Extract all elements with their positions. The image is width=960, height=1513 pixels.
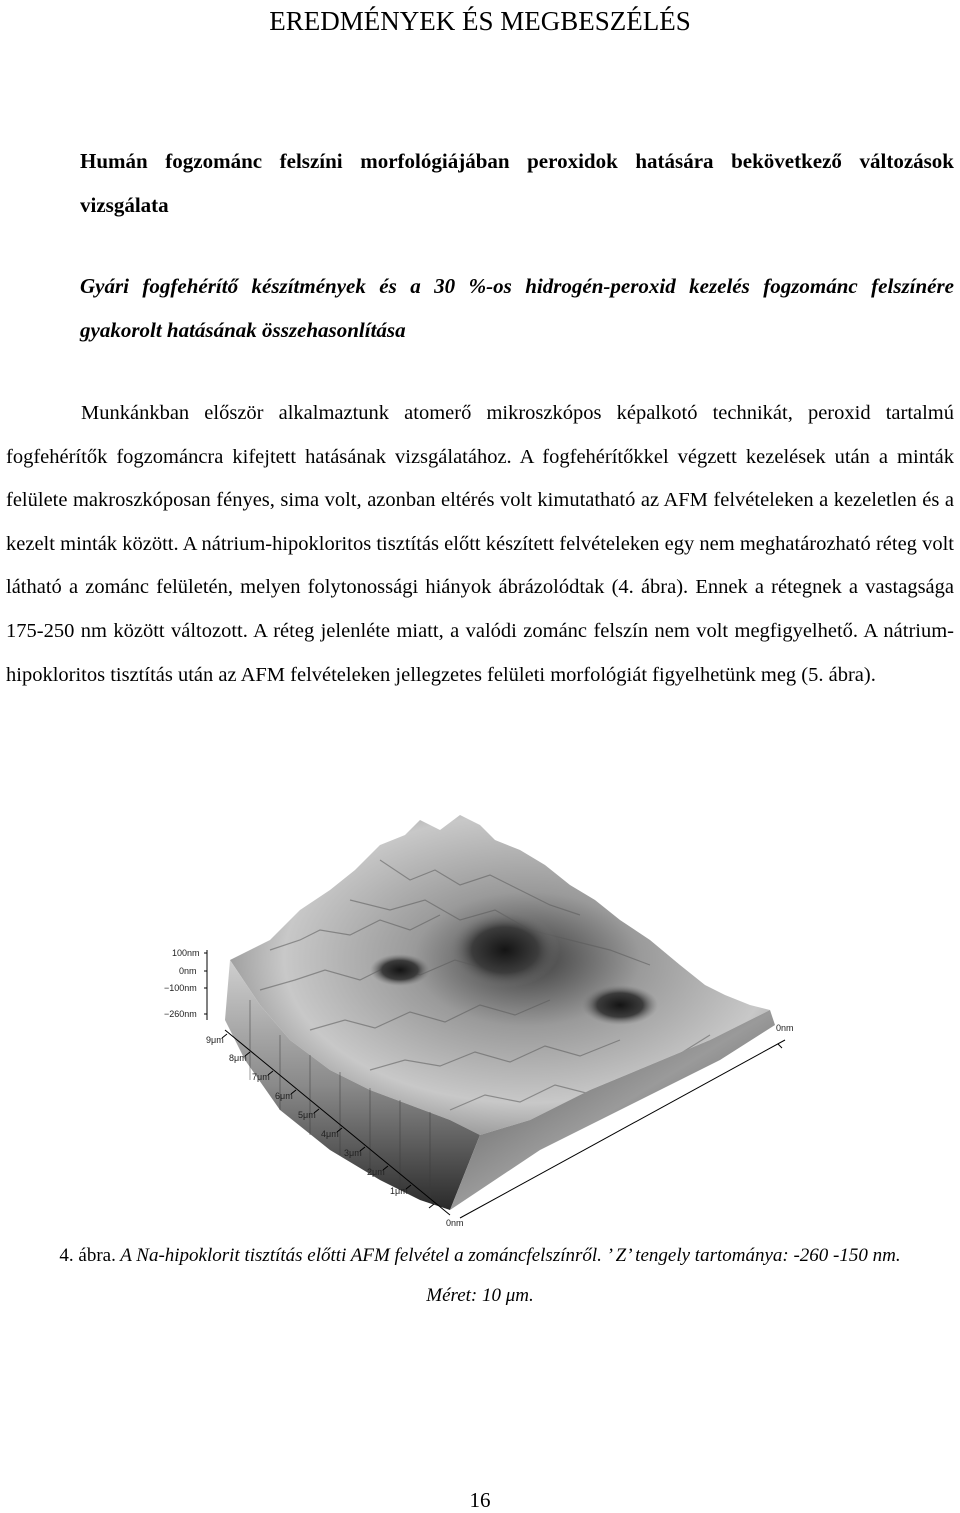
left-axis-label: 6μm bbox=[275, 1091, 293, 1101]
right-axis-label: 0nm bbox=[776, 1023, 794, 1033]
body-paragraph: Munkánkban először alkalmaztunk atomerő mikroszkópos képalkotó technikát, peroxid tartalmú fogfehérítők fogzománcra kifejtett hatásának vizsgálatához. A fogfehérítőkkel végzett kezelések után a minták felülete makroszkóposan fényes, sima volt, azonban eltérés volt kimutatható az AFM felvételeken a kezeletlen és a kezelt minták között. A nátrium-hipokloritos tisztítás előtt készített felvételeken egy nem meghatározható réteg volt látható a zománc felületén, melyen folytonossági hiányok ábrázolódtak (4. ábra). Ennek a rétegnek a vastagsága 175-250 nm között változott. A réteg jelenléte miatt, a valódi zománc felszín nem volt megfigyelhető. A nátrium-hipokloritos tisztítás után az AFM felvételeken jellegzetes felületi morfológiát figyelhetünk meg (5. ábra). bbox=[6, 402, 954, 686]
z-axis-label: 100nm bbox=[172, 948, 200, 958]
figure-caption-label: 4. ábra. bbox=[59, 1245, 116, 1266]
left-axis-label: 8μm bbox=[229, 1053, 247, 1063]
left-axis-label: 1μm bbox=[390, 1186, 408, 1196]
subsection-title: Gyári fogfehérítő készítmények és a 30 %-os hidrogén-peroxid kezelés fogzománc felszínére gyakorolt hatásának összehasonlítása bbox=[80, 274, 954, 342]
left-axis-label: 3μm bbox=[344, 1148, 362, 1158]
afm-surface-image bbox=[150, 790, 810, 1226]
figure-caption-text: A Na-hipoklorit tisztítás előtti AFM felvétel a zománcfelszínről. ’ Z’ tengely tartománya: -260 -150 nm. bbox=[120, 1245, 901, 1266]
left-axis-label: 4μm bbox=[321, 1129, 339, 1139]
z-axis-label: 0nm bbox=[179, 966, 197, 976]
afm-depression bbox=[370, 954, 430, 986]
z-axis-label: −100nm bbox=[164, 983, 197, 993]
figure-caption-size: Méret: 10 μm. bbox=[426, 1285, 534, 1306]
afm-figure bbox=[150, 790, 810, 1226]
afm-depression bbox=[582, 985, 658, 1025]
figure-caption bbox=[0, 1236, 960, 1316]
left-axis-label: 2μm bbox=[367, 1167, 385, 1177]
section-title: Humán fogzománc felszíni morfológiájában peroxidok hatására bekövetkező változások vizsgálata bbox=[80, 149, 954, 217]
left-axis-label: 5μm bbox=[298, 1110, 316, 1120]
left-axis-label: 0nm bbox=[446, 1218, 464, 1226]
afm-depression bbox=[450, 912, 560, 988]
page-number: 16 bbox=[469, 1488, 491, 1512]
chapter-title: EREDMÉNYEK ÉS MEGBESZÉLÉS bbox=[269, 6, 691, 36]
z-axis bbox=[204, 950, 207, 1020]
left-axis-label: 9μm bbox=[206, 1035, 224, 1045]
left-axis-label: 7μm bbox=[252, 1072, 270, 1082]
z-axis-label: −260nm bbox=[164, 1009, 197, 1019]
